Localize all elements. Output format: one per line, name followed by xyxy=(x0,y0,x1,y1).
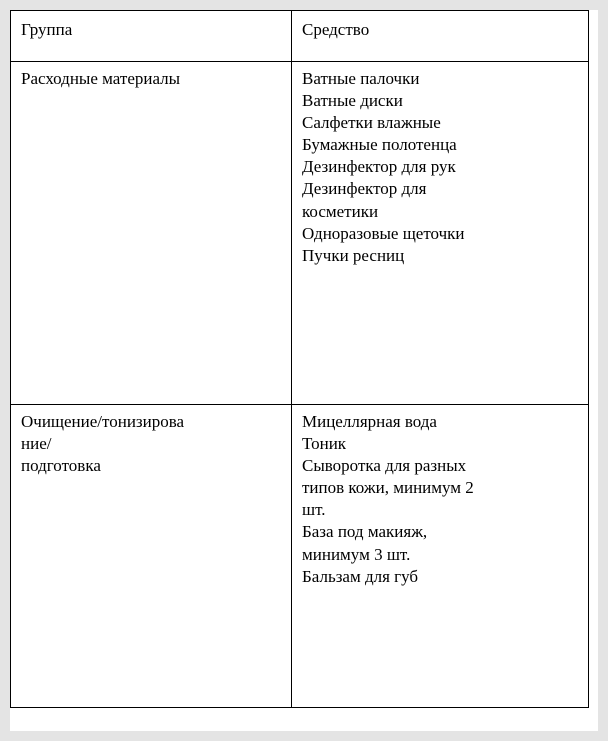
list-item: типов кожи, минимум 2 xyxy=(302,478,474,498)
list-item: База под макияж, xyxy=(302,522,428,542)
page-edge-bottom xyxy=(0,731,608,741)
table-header-cell-group xyxy=(11,11,292,62)
list-item: Сыворотка для разных xyxy=(302,456,467,476)
products-table xyxy=(10,10,589,708)
group-label-line: подготовка xyxy=(21,456,101,476)
group-label-lines xyxy=(21,411,283,477)
list-item: шт. xyxy=(302,500,326,520)
list-item: Бальзам для губ xyxy=(302,566,419,586)
item-list xyxy=(302,68,580,267)
group-label-lines xyxy=(21,68,283,90)
group-label-line: Очищение/тонизирова xyxy=(21,412,185,431)
table-cell-items xyxy=(292,405,589,708)
group-label-line: Расходные материалы xyxy=(21,69,181,88)
list-item: Дезинфектор для xyxy=(302,179,427,199)
column-header-item: Средство xyxy=(302,20,370,39)
table-cell-group xyxy=(11,405,292,708)
list-item: Ватные диски xyxy=(302,91,403,111)
group-label-line: ние/ xyxy=(21,434,52,454)
table-row xyxy=(11,405,589,708)
list-item: Бумажные полотенца xyxy=(302,135,457,155)
table-header-cell-item xyxy=(292,11,589,62)
list-item: минимум 3 шт. xyxy=(302,544,411,564)
column-header-group: Группа xyxy=(21,20,73,39)
item-list xyxy=(302,411,580,588)
table-container xyxy=(10,10,588,708)
list-item: Ватные палочки xyxy=(302,69,420,88)
table-cell-group xyxy=(11,62,292,405)
page-edge-left xyxy=(0,0,10,741)
page-edge-top xyxy=(0,0,608,10)
table-row xyxy=(11,62,589,405)
table-header-row xyxy=(11,11,589,62)
page-edge-right xyxy=(598,0,608,741)
list-item: Тоник xyxy=(302,434,347,454)
list-item: Пучки ресниц xyxy=(302,245,405,265)
list-item: Салфетки влажные xyxy=(302,113,441,133)
list-item: Дезинфектор для рук xyxy=(302,157,456,177)
list-item: Мицеллярная вода xyxy=(302,412,437,431)
table-cell-items xyxy=(292,62,589,405)
list-item: Одноразовые щеточки xyxy=(302,223,465,243)
list-item: косметики xyxy=(302,201,379,221)
